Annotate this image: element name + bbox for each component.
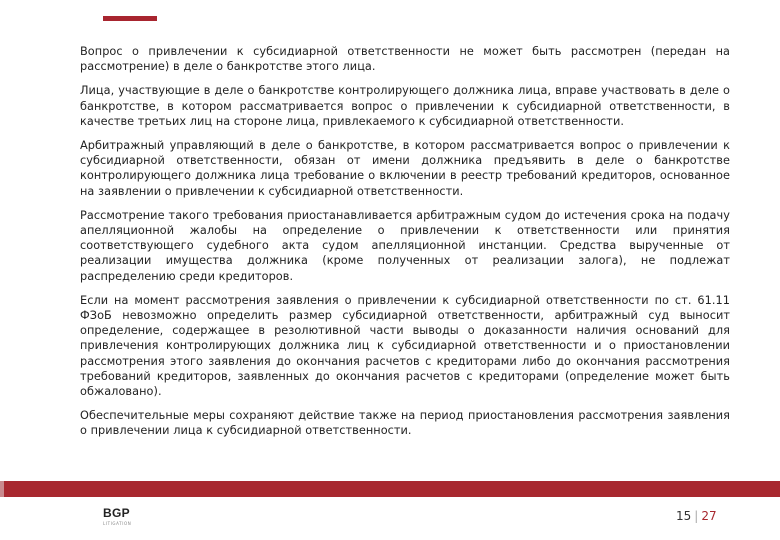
- footer-band: [0, 481, 780, 497]
- paragraph: Лица, участвующие в деле о банкротстве контролирующего должника лица, вправе участвовать в деле о банкротстве, в котором рассматривается вопрос о привлечении к субсидиарной ответственности, в качестве третьих лиц на стороне лица, привлекаемого к субсидиарной ответственности.: [80, 84, 730, 128]
- page-current: 15: [676, 509, 692, 523]
- logo-subtitle: LITIGATION: [103, 521, 132, 526]
- page-number: [676, 509, 717, 523]
- page-total: 27: [701, 509, 717, 523]
- page-separator: |: [694, 509, 699, 523]
- paragraph: Вопрос о привлечении к субсидиарной ответственности не может быть рассмотрен (передан на рассмотрение) в деле о банкротстве этого лица.: [80, 45, 730, 74]
- company-logo: [103, 506, 131, 526]
- paragraph: Рассмотрение такого требования приостанавливается арбитражным судом до истечения срока на подачу апелляционной жалобы на определение о привлечении к ответственности или принятия соответствующего судебного акта судом апелляционной инстанции. Средства вырученные от реализации имущества должника (кроме полученных от реализации залога), не подлежат распределению среди кредиторов.: [80, 208, 730, 283]
- paragraph: Если на момент рассмотрения заявления о привлечении к субсидиарной ответственности по ст. 61.11 ФЗоБ невозможно определить размер субсидиарной ответственности, арбитражный суд выносит определение, содержащее в резолютивной части выводы о доказанности наличия оснований для привлечения контролирующих должника лиц к субсидиарной ответственности и о приостановлении рассмотрения этого заявления до окончания расчетов с кредиторами либо до окончания рассмотрения требований кредиторов, заявленных до окончания расчетов с кредиторами (определение может быть обжаловано).: [80, 293, 730, 399]
- accent-bar: [103, 16, 157, 21]
- slide-body: [80, 44, 730, 448]
- paragraph: Обеспечительные меры сохраняют действие также на период приостановления рассмотрения заявления о привлечении лица к субсидиарной ответственности.: [80, 409, 730, 438]
- logo-text: BGP: [103, 506, 130, 520]
- paragraph: Арбитражный управляющий в деле о банкротстве, в котором рассматривается вопрос о привлечении к субсидиарной ответственности, обязан от имени должника предъявить в деле о банкротстве контролирующего должника лица требование о включении в реестр требований кредиторов, основанное на заявлении о привлечении к субсидиарной ответственности.: [80, 139, 730, 198]
